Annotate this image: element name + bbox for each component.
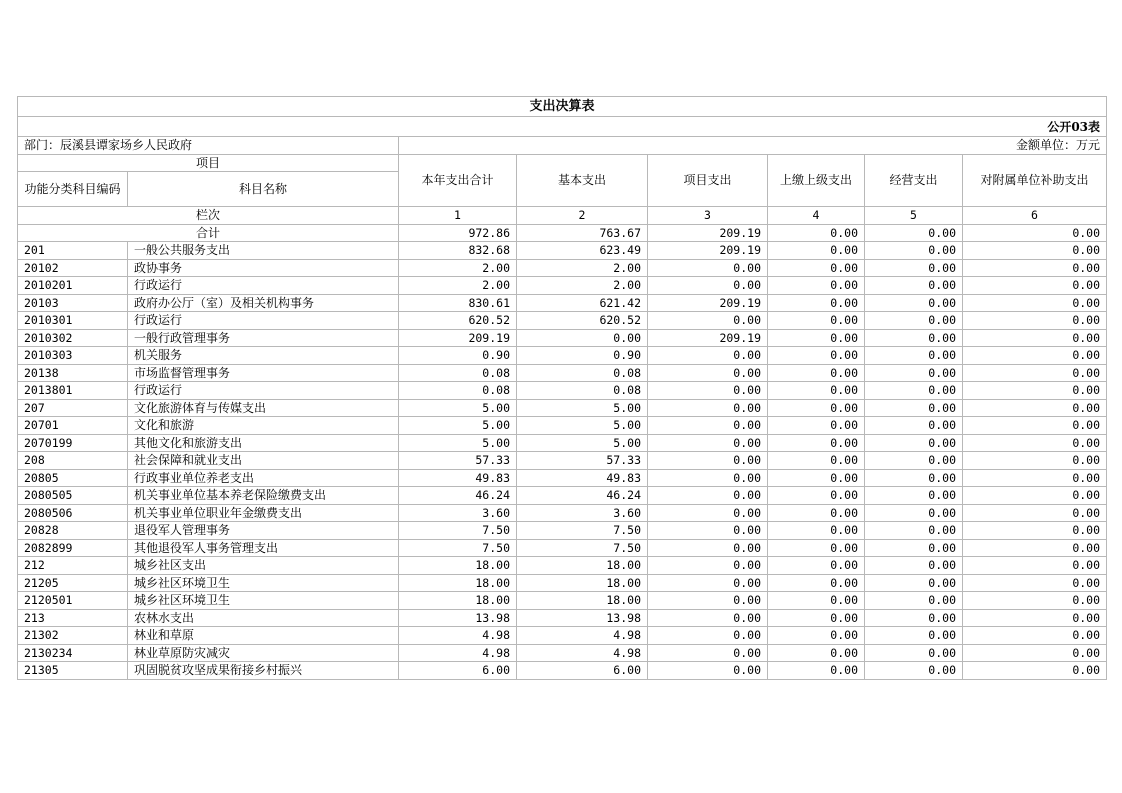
- row-value: 0.00: [768, 277, 865, 295]
- table-row: [18, 574, 1107, 592]
- row-value: 4.98: [517, 627, 648, 645]
- row-value: 18.00: [517, 574, 648, 592]
- row-value: 0.00: [648, 364, 768, 382]
- row-name: 其他文化和旅游支出: [128, 434, 399, 452]
- row-code: 2080506: [18, 504, 128, 522]
- row-code: 20103: [18, 294, 128, 312]
- column-index: 4: [768, 207, 865, 225]
- row-value: 0.00: [865, 644, 963, 662]
- row-value: 0.00: [648, 592, 768, 610]
- row-value: 57.33: [399, 452, 517, 470]
- row-value: 0.00: [768, 522, 865, 540]
- row-value: 0.00: [865, 662, 963, 680]
- row-value: 0.00: [865, 504, 963, 522]
- row-value: 0.08: [399, 382, 517, 400]
- row-value: 209.19: [648, 242, 768, 260]
- row-value: 2.00: [517, 259, 648, 277]
- row-value: 0.00: [963, 364, 1107, 382]
- row-value: 0.08: [517, 382, 648, 400]
- table-row: [18, 259, 1107, 277]
- row-value: 5.00: [399, 417, 517, 435]
- table-row: [18, 662, 1107, 680]
- row-value: 0.00: [648, 487, 768, 505]
- row-value: 0.00: [963, 592, 1107, 610]
- row-value: 0.00: [768, 399, 865, 417]
- row-value: 621.42: [517, 294, 648, 312]
- table-row: [18, 312, 1107, 330]
- row-value: 0.08: [517, 364, 648, 382]
- table-row: [18, 539, 1107, 557]
- row-value: 0.00: [768, 557, 865, 575]
- row-value: 2.00: [399, 259, 517, 277]
- row-value: 0.00: [768, 294, 865, 312]
- row-value: 0.00: [865, 452, 963, 470]
- table-row: [18, 522, 1107, 540]
- row-name: 机关事业单位基本养老保险缴费支出: [128, 487, 399, 505]
- row-value: 46.24: [517, 487, 648, 505]
- row-value: 0.00: [865, 522, 963, 540]
- row-code: 2082899: [18, 539, 128, 557]
- row-value: 57.33: [517, 452, 648, 470]
- row-value: 0.00: [963, 557, 1107, 575]
- total-value: 972.86: [399, 224, 517, 242]
- row-value: 0.00: [648, 434, 768, 452]
- row-value: 0.00: [648, 382, 768, 400]
- row-code: 2010303: [18, 347, 128, 365]
- row-value: 18.00: [399, 574, 517, 592]
- row-code: 20102: [18, 259, 128, 277]
- row-value: 0.00: [768, 592, 865, 610]
- row-value: 0.90: [399, 347, 517, 365]
- row-value: 0.00: [865, 312, 963, 330]
- row-name: 林业和草原: [128, 627, 399, 645]
- column-index: 5: [865, 207, 963, 225]
- row-value: 2.00: [399, 277, 517, 295]
- row-value: 7.50: [517, 539, 648, 557]
- row-value: 0.00: [648, 452, 768, 470]
- row-value: 0.00: [768, 329, 865, 347]
- row-value: 0.00: [865, 382, 963, 400]
- table-row: [18, 627, 1107, 645]
- row-value: 0.00: [963, 452, 1107, 470]
- row-value: 0.00: [963, 277, 1107, 295]
- row-name: 农林水支出: [128, 609, 399, 627]
- row-value: 0.08: [399, 364, 517, 382]
- row-name: 城乡社区环境卫生: [128, 574, 399, 592]
- row-value: 0.00: [865, 592, 963, 610]
- table-row: [18, 364, 1107, 382]
- row-value: 620.52: [517, 312, 648, 330]
- column-index: 1: [399, 207, 517, 225]
- row-code: 2080505: [18, 487, 128, 505]
- row-code: 20805: [18, 469, 128, 487]
- row-value: 209.19: [648, 294, 768, 312]
- row-value: 0.00: [768, 469, 865, 487]
- table-row: [18, 277, 1107, 295]
- row-value: 0.00: [865, 399, 963, 417]
- row-value: 3.60: [517, 504, 648, 522]
- row-name: 行政事业单位养老支出: [128, 469, 399, 487]
- row-value: 0.00: [648, 277, 768, 295]
- row-value: 0.00: [768, 242, 865, 260]
- table-row: [18, 504, 1107, 522]
- row-code: 2120501: [18, 592, 128, 610]
- table-row: [18, 434, 1107, 452]
- col-header-operating: 经营支出: [865, 154, 963, 207]
- row-value: 0.00: [648, 609, 768, 627]
- row-name: 行政运行: [128, 382, 399, 400]
- row-code: 20138: [18, 364, 128, 382]
- table-row: [18, 592, 1107, 610]
- row-code: 2070199: [18, 434, 128, 452]
- row-value: 0.90: [517, 347, 648, 365]
- table-row: [18, 294, 1107, 312]
- table-row: [18, 347, 1107, 365]
- row-value: 0.00: [963, 662, 1107, 680]
- row-value: 6.00: [399, 662, 517, 680]
- row-value: 0.00: [648, 644, 768, 662]
- total-value: 0.00: [768, 224, 865, 242]
- row-value: 0.00: [963, 294, 1107, 312]
- row-value: 0.00: [768, 539, 865, 557]
- row-value: 0.00: [865, 557, 963, 575]
- table-row: [18, 557, 1107, 575]
- table-row: [18, 452, 1107, 470]
- row-value: 0.00: [768, 382, 865, 400]
- row-value: 0.00: [963, 574, 1107, 592]
- row-name: 社会保障和就业支出: [128, 452, 399, 470]
- row-code: 21205: [18, 574, 128, 592]
- row-value: 0.00: [768, 434, 865, 452]
- row-value: 4.98: [399, 644, 517, 662]
- row-value: 0.00: [648, 399, 768, 417]
- row-code: 213: [18, 609, 128, 627]
- row-value: 0.00: [865, 347, 963, 365]
- column-index: 2: [517, 207, 648, 225]
- row-value: 0.00: [963, 259, 1107, 277]
- row-value: 0.00: [963, 399, 1107, 417]
- row-value: 0.00: [648, 417, 768, 435]
- row-value: 0.00: [648, 539, 768, 557]
- row-value: 0.00: [768, 452, 865, 470]
- row-value: 0.00: [963, 522, 1107, 540]
- row-value: 18.00: [399, 592, 517, 610]
- row-value: 5.00: [517, 417, 648, 435]
- row-value: 0.00: [768, 487, 865, 505]
- row-value: 4.98: [517, 644, 648, 662]
- row-value: 0.00: [648, 627, 768, 645]
- row-value: 0.00: [648, 259, 768, 277]
- row-name: 城乡社区环境卫生: [128, 592, 399, 610]
- row-value: 49.83: [517, 469, 648, 487]
- row-value: 5.00: [517, 399, 648, 417]
- row-value: 0.00: [963, 487, 1107, 505]
- total-label: 合计: [18, 224, 399, 242]
- row-value: 0.00: [865, 487, 963, 505]
- row-value: 0.00: [768, 644, 865, 662]
- row-value: 0.00: [963, 469, 1107, 487]
- total-value: 209.19: [648, 224, 768, 242]
- row-value: 0.00: [865, 329, 963, 347]
- row-value: 0.00: [768, 259, 865, 277]
- row-value: 0.00: [648, 469, 768, 487]
- table-row: [18, 609, 1107, 627]
- total-value: 0.00: [963, 224, 1107, 242]
- row-code: 212: [18, 557, 128, 575]
- unit-label: 金额单位：万元: [399, 137, 1107, 155]
- row-value: 5.00: [399, 434, 517, 452]
- row-name: 机关服务: [128, 347, 399, 365]
- row-name: 文化旅游体育与传媒支出: [128, 399, 399, 417]
- table-row: [18, 644, 1107, 662]
- column-index-label: 栏次: [18, 207, 399, 225]
- row-value: 0.00: [963, 434, 1107, 452]
- row-value: 46.24: [399, 487, 517, 505]
- row-value: 3.60: [399, 504, 517, 522]
- name-header: 科目名称: [128, 172, 399, 207]
- row-value: 7.50: [517, 522, 648, 540]
- total-value: 0.00: [865, 224, 963, 242]
- col-header-remit: 上缴上级支出: [768, 154, 865, 207]
- row-value: 2.00: [517, 277, 648, 295]
- row-value: 49.83: [399, 469, 517, 487]
- row-value: 0.00: [768, 364, 865, 382]
- row-name: 行政运行: [128, 312, 399, 330]
- table-row: [18, 487, 1107, 505]
- row-value: 0.00: [963, 312, 1107, 330]
- row-value: 0.00: [865, 294, 963, 312]
- row-value: 0.00: [963, 329, 1107, 347]
- col-header-subsidy: 对附属单位补助支出: [963, 154, 1107, 207]
- row-value: 0.00: [865, 627, 963, 645]
- row-value: 830.61: [399, 294, 517, 312]
- row-value: 18.00: [399, 557, 517, 575]
- row-name: 行政运行: [128, 277, 399, 295]
- col-header-project: 项目支出: [648, 154, 768, 207]
- row-name: 城乡社区支出: [128, 557, 399, 575]
- row-code: 2010302: [18, 329, 128, 347]
- row-name: 一般公共服务支出: [128, 242, 399, 260]
- table-row: [18, 329, 1107, 347]
- row-value: 0.00: [865, 259, 963, 277]
- row-value: 0.00: [648, 504, 768, 522]
- row-value: 0.00: [768, 347, 865, 365]
- row-name: 一般行政管理事务: [128, 329, 399, 347]
- row-value: 0.00: [648, 557, 768, 575]
- row-name: 机关事业单位职业年金缴费支出: [128, 504, 399, 522]
- total-value: 763.67: [517, 224, 648, 242]
- table-title: 支出决算表: [18, 97, 1107, 117]
- row-value: 0.00: [963, 627, 1107, 645]
- row-value: 18.00: [517, 557, 648, 575]
- row-value: 0.00: [768, 662, 865, 680]
- col-header-basic: 基本支出: [517, 154, 648, 207]
- table-row: [18, 417, 1107, 435]
- row-value: 0.00: [865, 469, 963, 487]
- row-code: 21305: [18, 662, 128, 680]
- row-value: 0.00: [865, 364, 963, 382]
- row-code: 201: [18, 242, 128, 260]
- row-value: 0.00: [963, 382, 1107, 400]
- row-value: 0.00: [768, 312, 865, 330]
- row-value: 0.00: [648, 347, 768, 365]
- row-value: 0.00: [963, 609, 1107, 627]
- row-value: 0.00: [865, 417, 963, 435]
- table-row: [18, 469, 1107, 487]
- row-value: 0.00: [865, 277, 963, 295]
- row-value: 0.00: [768, 574, 865, 592]
- row-value: 0.00: [963, 644, 1107, 662]
- column-index: 3: [648, 207, 768, 225]
- row-value: 0.00: [648, 522, 768, 540]
- row-code: 2010301: [18, 312, 128, 330]
- row-value: 0.00: [517, 329, 648, 347]
- row-value: 0.00: [865, 609, 963, 627]
- row-name: 巩固脱贫攻坚成果衔接乡村振兴: [128, 662, 399, 680]
- row-value: 620.52: [399, 312, 517, 330]
- row-code: 2130234: [18, 644, 128, 662]
- row-value: 6.00: [517, 662, 648, 680]
- row-code: 20828: [18, 522, 128, 540]
- row-value: 4.98: [399, 627, 517, 645]
- table-row: [18, 399, 1107, 417]
- expenditure-table: [17, 96, 1107, 680]
- row-value: 0.00: [768, 417, 865, 435]
- col-header-total: 本年支出合计: [399, 154, 517, 207]
- row-name: 退役军人管理事务: [128, 522, 399, 540]
- row-name: 政府办公厅（室）及相关机构事务: [128, 294, 399, 312]
- row-name: 其他退役军人事务管理支出: [128, 539, 399, 557]
- row-code: 20701: [18, 417, 128, 435]
- row-value: 5.00: [517, 434, 648, 452]
- code-header: 功能分类科目编码: [18, 172, 128, 207]
- row-value: 0.00: [963, 242, 1107, 260]
- row-value: 0.00: [768, 609, 865, 627]
- row-value: 832.68: [399, 242, 517, 260]
- column-index: 6: [963, 207, 1107, 225]
- table-row: [18, 242, 1107, 260]
- row-value: 0.00: [865, 574, 963, 592]
- row-value: 0.00: [768, 627, 865, 645]
- form-number: 公开03表: [399, 117, 1107, 137]
- row-code: 2010201: [18, 277, 128, 295]
- row-value: 7.50: [399, 522, 517, 540]
- row-name: 文化和旅游: [128, 417, 399, 435]
- row-code: 207: [18, 399, 128, 417]
- row-value: 0.00: [865, 539, 963, 557]
- row-value: 0.00: [865, 242, 963, 260]
- row-value: 623.49: [517, 242, 648, 260]
- row-value: 0.00: [963, 539, 1107, 557]
- row-value: 0.00: [768, 504, 865, 522]
- row-value: 209.19: [399, 329, 517, 347]
- row-value: 7.50: [399, 539, 517, 557]
- row-value: 18.00: [517, 592, 648, 610]
- row-value: 0.00: [963, 417, 1107, 435]
- total-row: [18, 224, 1107, 242]
- row-code: 208: [18, 452, 128, 470]
- row-code: 2013801: [18, 382, 128, 400]
- row-code: 21302: [18, 627, 128, 645]
- row-value: 0.00: [648, 574, 768, 592]
- row-value: 5.00: [399, 399, 517, 417]
- department-label: 部门：辰溪县谭家场乡人民政府: [18, 137, 399, 155]
- row-name: 林业草原防灾减灾: [128, 644, 399, 662]
- row-value: 0.00: [963, 347, 1107, 365]
- row-value: 13.98: [399, 609, 517, 627]
- row-value: 0.00: [963, 504, 1107, 522]
- row-value: 0.00: [865, 434, 963, 452]
- row-name: 政协事务: [128, 259, 399, 277]
- row-name: 市场监督管理事务: [128, 364, 399, 382]
- table-row: [18, 382, 1107, 400]
- item-header: 项目: [18, 154, 399, 172]
- row-value: 0.00: [648, 662, 768, 680]
- row-value: 0.00: [648, 312, 768, 330]
- row-value: 13.98: [517, 609, 648, 627]
- row-value: 209.19: [648, 329, 768, 347]
